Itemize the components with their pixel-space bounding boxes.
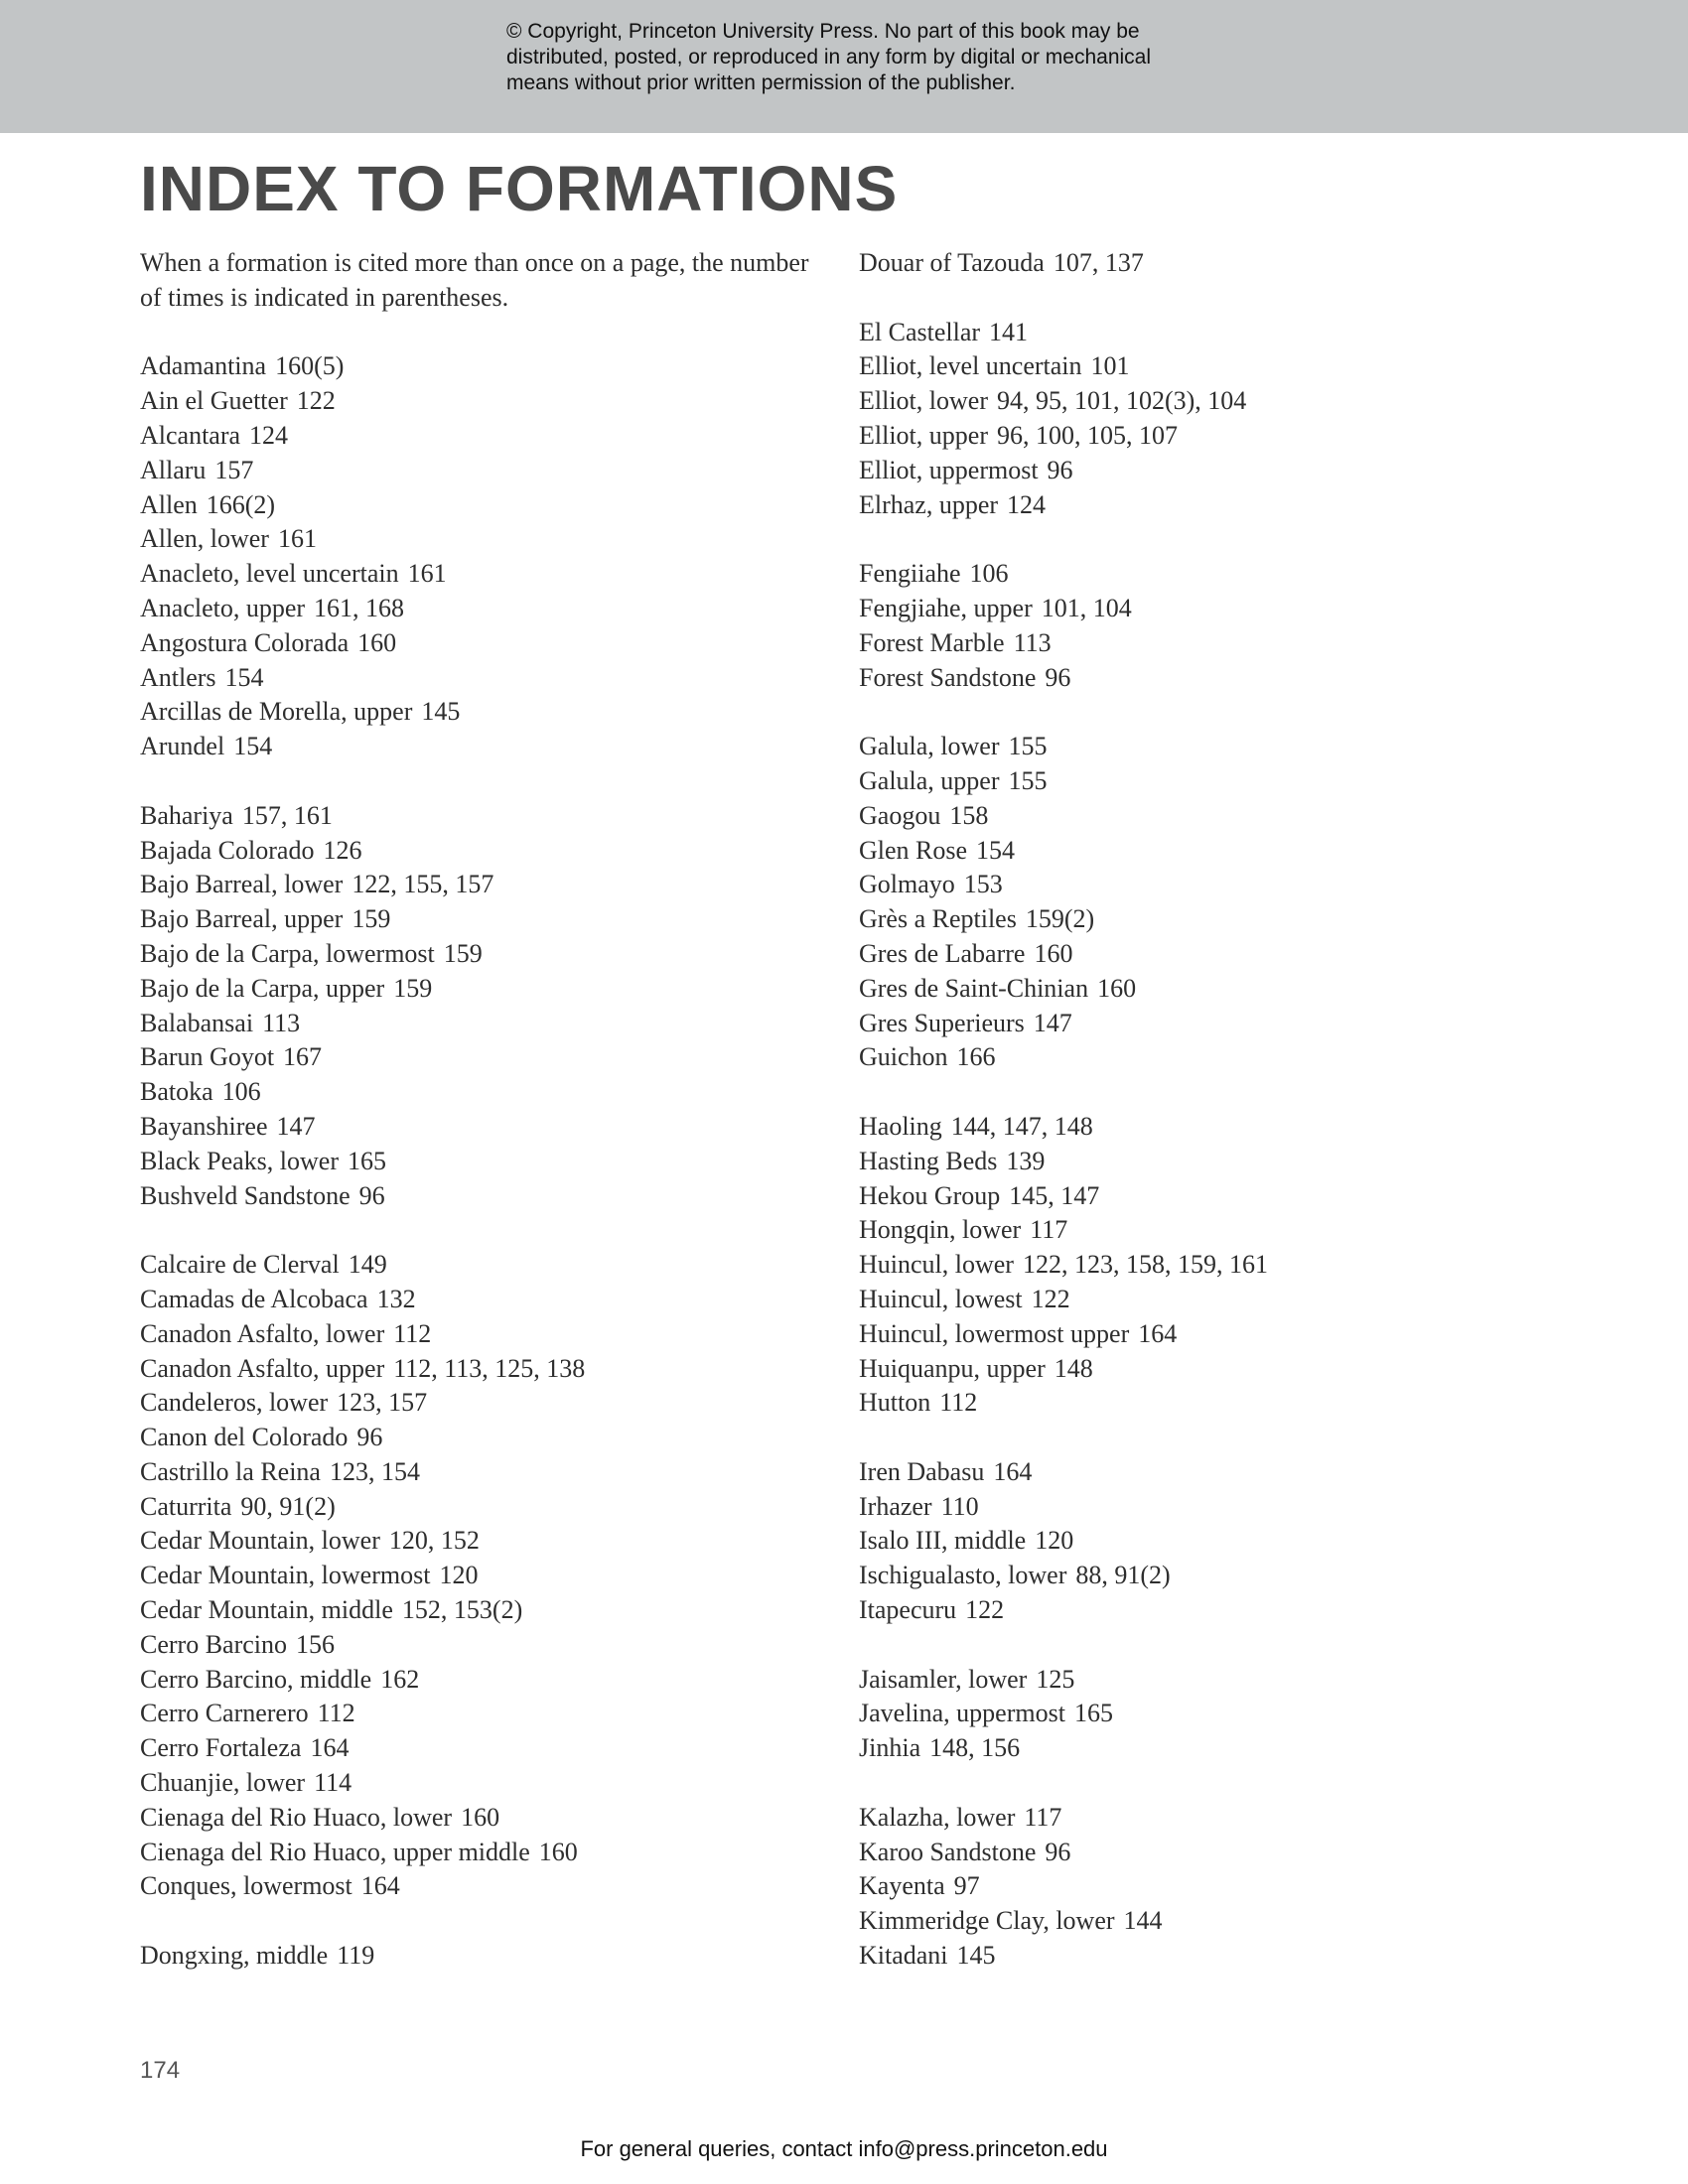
formation-name: Isalo III, middle	[859, 1526, 1027, 1556]
index-entry	[859, 592, 1544, 626]
index-entry	[859, 937, 1544, 972]
formation-name: Candeleros, lower	[140, 1388, 329, 1418]
page-references: 161, 168	[314, 593, 405, 622]
page-references: 88, 91(2)	[1075, 1561, 1171, 1590]
formation-name: Hongqin, lower	[859, 1215, 1022, 1245]
formation-name: Allaru	[140, 455, 207, 484]
page-references: 139	[1006, 1146, 1046, 1175]
page-references: 158	[949, 800, 989, 830]
index-letter-group	[140, 349, 825, 764]
index-column-left	[140, 246, 825, 2008]
page-references: 122	[296, 386, 336, 416]
index-entry	[859, 834, 1544, 869]
index-entry	[140, 868, 825, 902]
index-entry	[140, 972, 825, 1007]
index-entry	[859, 1386, 1544, 1421]
formation-name: Bajo Barreal, lower	[140, 870, 344, 899]
formation-name: Bajo Barreal, upper	[140, 904, 344, 934]
formation-name: Black Peaks, lower	[140, 1146, 340, 1175]
page-references: 160(5)	[275, 351, 345, 381]
formation-name: Conques, lowermost	[140, 1871, 352, 1901]
formation-name: Haoling	[859, 1111, 942, 1141]
index-entry	[140, 592, 825, 626]
index-entry	[859, 730, 1544, 764]
formation-name: Golmayo	[859, 870, 955, 899]
page-references: 112	[939, 1388, 978, 1418]
formation-name: Gres de Saint-Chinian	[859, 973, 1089, 1003]
formation-name: Camadas de Alcobaca	[140, 1284, 368, 1313]
formation-name: Bushveld Sandstone	[140, 1180, 351, 1210]
page-references: 160	[1097, 973, 1137, 1003]
page-references: 119	[337, 1941, 375, 1971]
index-entry	[859, 1145, 1544, 1179]
page-references: 160	[538, 1837, 578, 1866]
page-references: 157	[214, 455, 254, 484]
index-entry	[859, 1213, 1544, 1248]
page-references: 153	[963, 870, 1003, 899]
index-entry	[859, 419, 1544, 454]
page-references: 144, 147, 148	[950, 1111, 1093, 1141]
index-entry	[140, 1421, 825, 1455]
page-references: 155	[1008, 732, 1048, 761]
page-references: 166(2)	[206, 489, 276, 519]
page-references: 125	[1036, 1664, 1075, 1694]
formation-name: Cerro Barcino, middle	[140, 1664, 372, 1694]
page-references: 94, 95, 101, 102(3), 104	[996, 386, 1247, 416]
page-references: 154	[233, 732, 273, 761]
index-entry	[140, 1524, 825, 1559]
formation-name: El Castellar	[859, 317, 981, 346]
index-entry	[140, 1317, 825, 1352]
formation-name: Iren Dabasu	[859, 1456, 985, 1486]
formation-name: Bajo de la Carpa, upper	[140, 973, 385, 1003]
formation-name: Hasting Beds	[859, 1146, 998, 1175]
formation-name: Allen, lower	[140, 524, 269, 554]
formation-name: Gres de Labarre	[859, 938, 1026, 968]
formation-name: Antlers	[140, 662, 216, 692]
index-entry	[140, 419, 825, 454]
formation-name: Cedar Mountain, lower	[140, 1526, 380, 1556]
formation-name: Chuanjie, lower	[140, 1768, 306, 1798]
index-entry	[859, 1040, 1544, 1075]
page-references: 120	[439, 1561, 479, 1590]
formation-name: Douar of Tazouda	[859, 248, 1045, 277]
formation-name: Javelina, uppermost	[859, 1699, 1065, 1728]
page-references: 144	[1123, 1906, 1163, 1936]
index-entry	[140, 695, 825, 730]
formation-name: Anacleto, level uncertain	[140, 559, 399, 589]
formation-name: Karoo Sandstone	[859, 1837, 1037, 1866]
page-references: 112	[317, 1699, 355, 1728]
copyright-banner	[0, 0, 1688, 133]
intro-note: When a formation is cited more than once on a page, the number of times is indicated in parentheses.	[140, 248, 809, 312]
page-references: 96	[358, 1180, 385, 1210]
page-references: 101, 104	[1041, 593, 1132, 622]
page-references: 159	[443, 938, 483, 968]
page-references: 164	[993, 1456, 1033, 1486]
copyright-line: © Copyright, Princeton University Press. No part of this book may be	[506, 20, 1140, 43]
page-references: 148, 156	[929, 1733, 1021, 1763]
index-entry	[859, 1731, 1544, 1766]
index-entry	[140, 1075, 825, 1110]
formation-name: Ain el Guetter	[140, 386, 288, 416]
index-entry	[140, 1836, 825, 1870]
page-references: 113	[262, 1008, 301, 1037]
page-references: 162	[380, 1664, 420, 1694]
index-entry	[140, 1145, 825, 1179]
index-column-right	[859, 246, 1544, 2008]
page-references: 164	[310, 1733, 350, 1763]
index-entry	[859, 1352, 1544, 1387]
index-entry	[859, 1939, 1544, 1974]
index-entry	[140, 626, 825, 661]
index-entry	[859, 799, 1544, 834]
page-references: 117	[1024, 1802, 1062, 1832]
page-references: 123, 154	[329, 1456, 420, 1486]
page-references: 166	[956, 1042, 996, 1072]
index-letter-group	[859, 1663, 1544, 1766]
page-references: 156	[296, 1629, 336, 1659]
page-references: 160	[357, 627, 397, 657]
index-letter-group	[859, 730, 1544, 1075]
index-entry	[140, 1490, 825, 1525]
index-entry	[140, 1559, 825, 1593]
formation-name: Fengjiahe, upper	[859, 593, 1033, 622]
index-entry	[140, 1110, 825, 1145]
formation-name: Gaogou	[859, 800, 941, 830]
page-references: 112, 113, 125, 138	[393, 1353, 586, 1383]
page-references: 160	[1034, 938, 1073, 968]
index-entry	[140, 1283, 825, 1317]
formation-name: Elliot, lower	[859, 386, 988, 416]
page-references: 107, 137	[1053, 248, 1144, 277]
page-references: 97	[953, 1871, 980, 1901]
index-entry	[859, 349, 1544, 384]
index-entry	[140, 1628, 825, 1663]
formation-name: Cienaga del Rio Huaco, lower	[140, 1802, 453, 1832]
index-entry	[140, 1455, 825, 1490]
page-references: 124	[1007, 489, 1047, 519]
index-letter-group	[859, 557, 1544, 695]
index-entry	[140, 557, 825, 592]
index-entry	[140, 902, 825, 937]
page-references: 110	[940, 1491, 979, 1521]
formation-name: Canadon Asfalto, upper	[140, 1353, 385, 1383]
formation-name: Arundel	[140, 732, 225, 761]
index-entry	[859, 1559, 1544, 1593]
formation-name: Jaisamler, lower	[859, 1664, 1028, 1694]
formation-name: Canadon Asfalto, lower	[140, 1318, 385, 1348]
formation-name: Huincul, lowermost upper	[859, 1318, 1130, 1348]
page-references: 126	[323, 835, 362, 865]
formation-name: Fengiiahe	[859, 559, 961, 589]
index-entry	[859, 1904, 1544, 1939]
formation-name: Guichon	[859, 1042, 948, 1072]
index-entry	[859, 1283, 1544, 1317]
page-references: 122	[965, 1595, 1005, 1625]
page-references: 159	[352, 904, 391, 934]
index-entry	[859, 1179, 1544, 1214]
page-references: 113	[1013, 627, 1052, 657]
formation-name: Forest Marble	[859, 627, 1005, 657]
index-entry	[140, 937, 825, 972]
formation-name: Bayanshiree	[140, 1111, 268, 1141]
page-references: 165	[348, 1146, 387, 1175]
index-entry	[140, 384, 825, 419]
index-letter-group	[859, 1801, 1544, 1974]
index-entry	[140, 454, 825, 488]
index-entry	[140, 1386, 825, 1421]
index-entry	[140, 1179, 825, 1214]
page-references: 147	[1033, 1008, 1072, 1037]
page-references: 96	[1045, 1837, 1071, 1866]
index-entry	[859, 1490, 1544, 1525]
page-references: 106	[969, 559, 1009, 589]
copyright-notice	[506, 19, 1400, 96]
index-entry	[140, 349, 825, 384]
formation-name: Elliot, upper	[859, 420, 988, 450]
formation-name: Irhazer	[859, 1491, 932, 1521]
formation-name: Ischigualasto, lower	[859, 1561, 1067, 1590]
copyright-line: distributed, posted, or reproduced in any form by digital or mechanical	[506, 46, 1152, 68]
page-references: 154	[976, 835, 1016, 865]
formation-name: Cedar Mountain, middle	[140, 1595, 393, 1625]
index-entry	[859, 557, 1544, 592]
index-groups-left	[140, 349, 825, 1973]
formation-name: Galula, lower	[859, 732, 1000, 761]
page-references: 96, 100, 105, 107	[996, 420, 1178, 450]
page-references: 101	[1090, 351, 1130, 381]
formation-name: Bajo de la Carpa, lowermost	[140, 938, 435, 968]
formation-name: Castrillo la Reina	[140, 1456, 321, 1486]
index-entry	[140, 1766, 825, 1801]
page-references: 122, 123, 158, 159, 161	[1022, 1250, 1268, 1280]
page-references: 141	[989, 317, 1029, 346]
formation-name: Kimmeridge Clay, lower	[859, 1906, 1115, 1936]
index-entry	[859, 1663, 1544, 1698]
formation-name: Cerro Fortaleza	[140, 1733, 302, 1763]
index-letter-group	[859, 1110, 1544, 1421]
page-references: 145	[421, 697, 461, 727]
page-references: 161	[407, 559, 447, 589]
index-entry	[859, 868, 1544, 902]
footer-contact: For general queries, contact info@press.princeton.edu	[580, 2136, 1108, 2161]
index-entry	[859, 1007, 1544, 1041]
page-references: 145, 147	[1009, 1180, 1100, 1210]
formation-name: Elrhaz, upper	[859, 489, 999, 519]
index-entry	[140, 1939, 825, 1974]
page-references: 147	[276, 1111, 316, 1141]
index-entry	[859, 972, 1544, 1007]
page-references: 90, 91(2)	[240, 1491, 336, 1521]
formation-name: Kitadani	[859, 1941, 948, 1971]
formation-name: Glen Rose	[859, 835, 968, 865]
page-references: 96	[1045, 662, 1071, 692]
index-groups-right	[859, 246, 1544, 1974]
formation-name: Hekou Group	[859, 1180, 1001, 1210]
page-references: 132	[376, 1284, 416, 1313]
page-references: 164	[1138, 1318, 1178, 1348]
page-title: INDEX TO FORMATIONS	[140, 153, 899, 224]
formation-name: Huiquanpu, upper	[859, 1353, 1046, 1383]
index-entry	[859, 1836, 1544, 1870]
index-letter-group	[140, 1939, 825, 1974]
index-entry	[859, 1869, 1544, 1904]
formation-name: Forest Sandstone	[859, 662, 1037, 692]
formation-name: Grès a Reptiles	[859, 904, 1017, 934]
index-entry	[859, 661, 1544, 696]
page-references: 112	[393, 1318, 432, 1348]
index-entry	[140, 1040, 825, 1075]
formation-name: Dongxing, middle	[140, 1941, 329, 1971]
page-references: 145	[956, 1941, 996, 1971]
page-references: 117	[1030, 1215, 1068, 1245]
formation-name: Galula, upper	[859, 765, 1000, 795]
index-entry	[859, 488, 1544, 523]
page-references: 157, 161	[241, 800, 333, 830]
index-entry	[140, 834, 825, 869]
index-entry	[859, 626, 1544, 661]
index-letter-group	[140, 1248, 825, 1904]
index-entry	[140, 1248, 825, 1283]
index-entry	[859, 1455, 1544, 1490]
formation-name: Anacleto, upper	[140, 593, 306, 622]
formation-name: Jinhia	[859, 1733, 921, 1763]
index-entry	[140, 1352, 825, 1387]
page-references: 155	[1008, 765, 1048, 795]
page-references: 120, 152	[388, 1526, 480, 1556]
formation-name: Gres Superieurs	[859, 1008, 1025, 1037]
copyright-line: means without prior written permission of the publisher.	[506, 71, 1016, 94]
index-entry	[140, 1869, 825, 1904]
formation-name: Allen	[140, 489, 198, 519]
page-references: 122	[1031, 1284, 1070, 1313]
index-entry	[140, 1731, 825, 1766]
formation-name: Alcantara	[140, 420, 241, 450]
index-entry	[140, 730, 825, 764]
index-letter-group	[140, 799, 825, 1214]
formation-name: Barun Goyot	[140, 1042, 275, 1072]
formation-name: Kayenta	[859, 1871, 945, 1901]
index-entry	[140, 1697, 825, 1731]
formation-name: Hutton	[859, 1388, 931, 1418]
page-references: 159	[393, 973, 433, 1003]
page-references: 96	[356, 1423, 383, 1452]
page-references: 122, 155, 157	[352, 870, 494, 899]
formation-name: Elliot, uppermost	[859, 455, 1039, 484]
formation-name: Angostura Colorada	[140, 627, 350, 657]
formation-name: Balabansai	[140, 1008, 254, 1037]
page-references: 148	[1054, 1353, 1093, 1383]
page-references: 154	[224, 662, 264, 692]
page-references: 123, 157	[337, 1388, 428, 1418]
index-entry	[859, 1317, 1544, 1352]
page-references: 160	[461, 1802, 500, 1832]
index-letter-group	[859, 1455, 1544, 1628]
index-entry	[859, 1593, 1544, 1628]
formation-name: Kalazha, lower	[859, 1802, 1016, 1832]
index-entry	[140, 522, 825, 557]
page-references: 96	[1047, 455, 1073, 484]
formation-name: Huincul, lowest	[859, 1284, 1023, 1313]
formation-name: Caturrita	[140, 1491, 232, 1521]
index-entry	[140, 488, 825, 523]
index-entry	[859, 902, 1544, 937]
index-entry	[859, 1524, 1544, 1559]
page-references: 161	[277, 524, 317, 554]
index-entry	[140, 661, 825, 696]
index-entry	[140, 799, 825, 834]
page-references: 165	[1073, 1699, 1113, 1728]
index-entry	[140, 1801, 825, 1836]
index-entry	[859, 246, 1544, 281]
index-letter-group	[859, 316, 1544, 523]
index-entry	[859, 1110, 1544, 1145]
page-references: 120	[1035, 1526, 1074, 1556]
index-letter-group	[859, 246, 1544, 281]
page-references: 167	[283, 1042, 323, 1072]
index-entry	[859, 1697, 1544, 1731]
index-entry	[859, 764, 1544, 799]
index-entry	[859, 1801, 1544, 1836]
formation-name: Cerro Barcino	[140, 1629, 288, 1659]
page-references: 106	[221, 1077, 261, 1107]
index-entry	[140, 1007, 825, 1041]
formation-name: Elliot, level uncertain	[859, 351, 1082, 381]
page-references: 114	[314, 1768, 352, 1798]
index-entry	[859, 384, 1544, 419]
page-references: 149	[348, 1250, 387, 1280]
formation-name: Cerro Carnerero	[140, 1699, 309, 1728]
index-entry	[140, 1593, 825, 1628]
page-references: 159(2)	[1025, 904, 1095, 934]
index-entry	[859, 454, 1544, 488]
page-references: 124	[249, 420, 289, 450]
page-references: 152, 153(2)	[401, 1595, 523, 1625]
page-references: 164	[360, 1871, 400, 1901]
formation-name: Calcaire de Clerval	[140, 1250, 340, 1280]
formation-name: Adamantina	[140, 351, 267, 381]
formation-name: Cedar Mountain, lowermost	[140, 1561, 431, 1590]
index-entry	[859, 1248, 1544, 1283]
formation-name: Huincul, lower	[859, 1250, 1014, 1280]
index-entry	[140, 1663, 825, 1698]
formation-name: Itapecuru	[859, 1595, 957, 1625]
formation-name: Bahariya	[140, 800, 233, 830]
page-number: 174	[140, 2057, 181, 2084]
index-entry	[859, 316, 1544, 350]
formation-name: Bajada Colorado	[140, 835, 315, 865]
formation-name: Batoka	[140, 1077, 213, 1107]
formation-name: Cienaga del Rio Huaco, upper middle	[140, 1837, 530, 1866]
formation-name: Arcillas de Morella, upper	[140, 697, 413, 727]
formation-name: Canon del Colorado	[140, 1423, 349, 1452]
